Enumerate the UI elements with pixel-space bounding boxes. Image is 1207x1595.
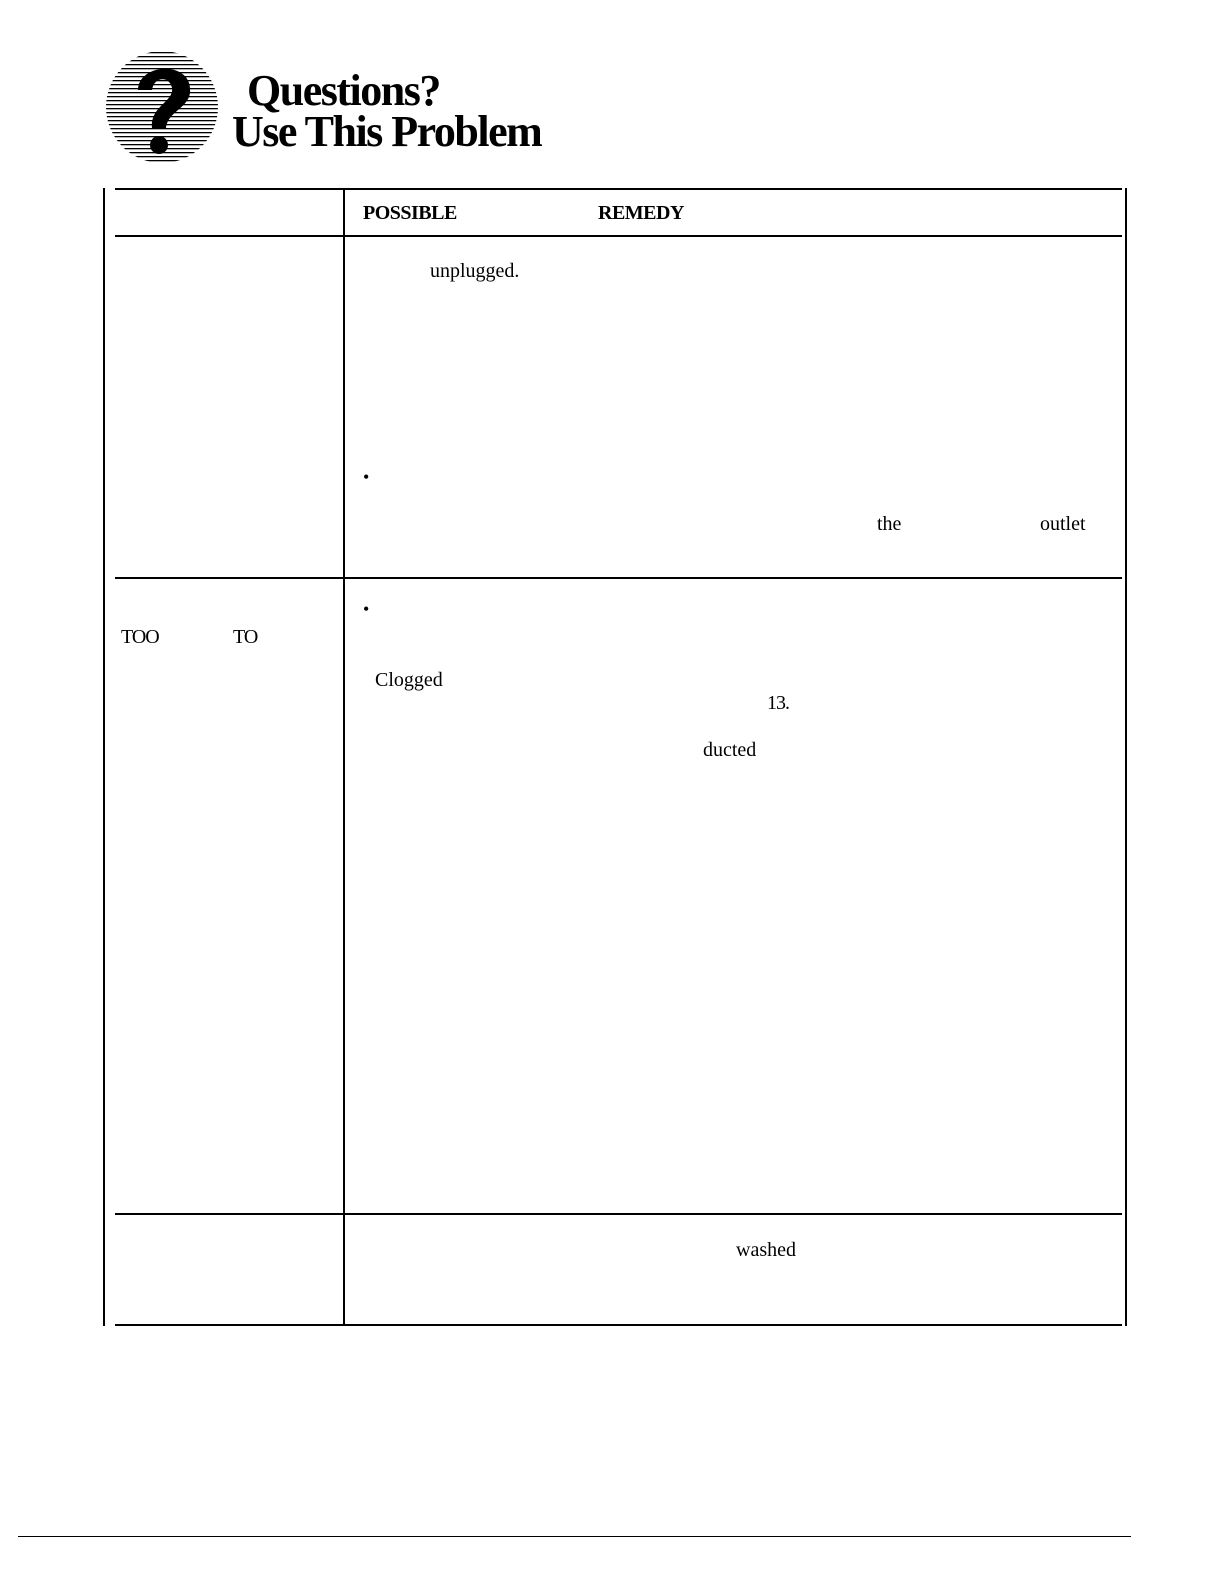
row-divider-2 — [115, 1213, 1122, 1215]
page-title-line1: Questions? — [247, 66, 440, 115]
row-divider-1 — [115, 577, 1122, 579]
table-bottom-rule — [115, 1324, 1122, 1326]
row1-bullet: • — [363, 467, 370, 487]
row2-problem-word2: TO — [233, 626, 258, 648]
row2-clogged-text: Clogged — [375, 669, 443, 691]
footer-rule — [18, 1536, 1131, 1537]
column-divider — [343, 188, 345, 1326]
column-header-remedy: REMEDY — [598, 202, 684, 224]
row2-bullet: • — [363, 599, 370, 619]
question-mark-icon — [100, 48, 225, 166]
row3-washed-text: washed — [736, 1239, 796, 1261]
table-top-rule — [115, 188, 1122, 190]
page-title-line2: Use This Problem — [232, 107, 542, 156]
column-header-possible: POSSIBLE — [363, 202, 457, 224]
header-bottom-rule — [115, 235, 1122, 237]
table-right-border — [1125, 188, 1127, 1326]
row2-page-ref: 13. — [767, 692, 789, 714]
table-left-border — [103, 188, 105, 1326]
row1-word-the: the — [877, 513, 902, 535]
row2-ducted-text: ducted — [703, 739, 757, 761]
row1-cause-text: unplugged. — [430, 260, 520, 282]
row2-problem-word1: TOO — [121, 626, 159, 648]
row1-word-outlet: outlet — [1040, 513, 1086, 535]
